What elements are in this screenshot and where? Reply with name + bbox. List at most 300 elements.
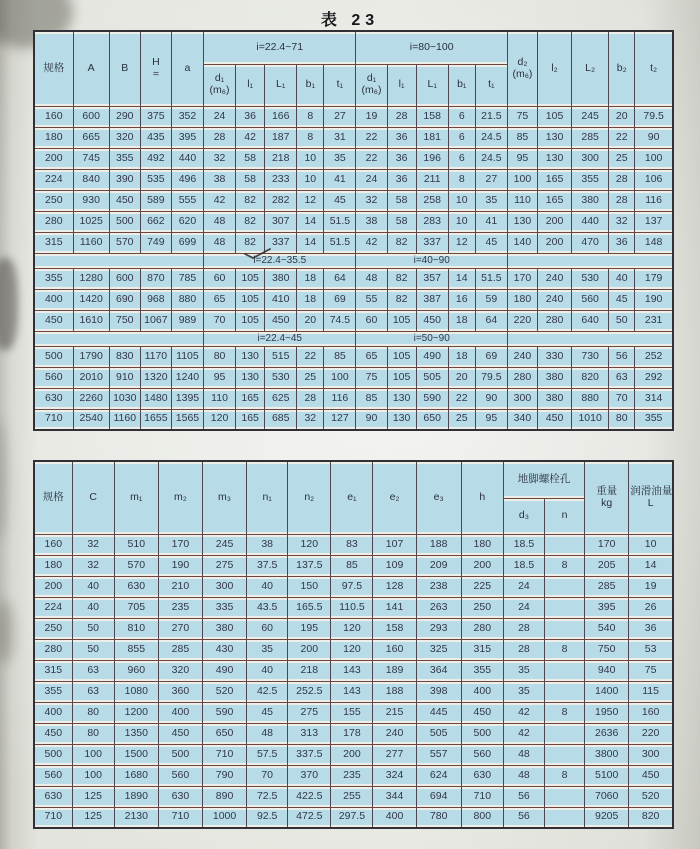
value-cell: 36: [236, 106, 265, 127]
value-cell: 55: [356, 289, 387, 310]
value-cell: 1400: [585, 681, 629, 702]
value-cell: 624: [416, 765, 461, 786]
value-cell: 170: [507, 268, 537, 289]
value-cell: 820: [629, 807, 673, 828]
value-cell: 710: [158, 807, 202, 828]
value-cell: 300: [202, 576, 246, 597]
value-cell: 180: [507, 289, 537, 310]
value-cell: 22: [609, 127, 635, 148]
value-cell: 211: [416, 169, 448, 190]
value-cell: 500: [158, 744, 202, 765]
value-cell: 1160: [73, 232, 109, 253]
table-row: [34, 127, 673, 148]
value-cell: 630: [461, 765, 503, 786]
value-cell: 20: [297, 310, 324, 331]
value-cell: 51.5: [324, 232, 356, 253]
value-cell: 36: [387, 127, 416, 148]
value-cell: 290: [109, 106, 140, 127]
value-cell: 337.5: [288, 744, 331, 765]
value-cell: 330: [537, 346, 571, 367]
value-cell: 6: [448, 106, 475, 127]
table-row: [34, 148, 673, 169]
value-cell: 250: [461, 597, 503, 618]
value-cell: 355: [461, 660, 503, 681]
value-cell: 14: [448, 268, 475, 289]
value-cell: 500: [109, 211, 140, 232]
value-cell: 8: [545, 702, 585, 723]
value-cell: 95: [475, 409, 507, 430]
column-header: B: [109, 31, 140, 106]
value-cell: 910: [109, 367, 140, 388]
value-cell: 1170: [140, 346, 171, 367]
value-cell: 252: [635, 346, 673, 367]
value-cell: 100: [72, 765, 114, 786]
value-cell: 285: [572, 127, 609, 148]
spec-cell: 200: [34, 148, 73, 169]
value-cell: 22: [297, 346, 324, 367]
value-cell: 35: [503, 681, 544, 702]
spec-cell: 560: [34, 765, 72, 786]
value-cell: 195: [288, 618, 331, 639]
value-cell: 7060: [585, 786, 629, 807]
value-cell: 137.5: [288, 555, 331, 576]
value-cell: 400: [158, 702, 202, 723]
value-cell: 24: [503, 576, 544, 597]
value-cell: 280: [537, 310, 571, 331]
table-row: [34, 367, 673, 388]
value-cell: 28: [297, 388, 324, 409]
value-cell: 630: [158, 786, 202, 807]
value-cell: 313: [288, 723, 331, 744]
value-cell: 25: [297, 367, 324, 388]
value-cell: 127: [324, 409, 356, 430]
value-cell: 14: [297, 232, 324, 253]
value-cell: 285: [158, 639, 202, 660]
value-cell: 1420: [73, 289, 109, 310]
value-cell: 215: [373, 702, 416, 723]
value-cell: 785: [171, 268, 203, 289]
value-cell: 24.5: [475, 148, 507, 169]
value-cell: 196: [416, 148, 448, 169]
value-cell: 28: [503, 618, 544, 639]
value-cell: 48: [503, 744, 544, 765]
ratio-band-row: [34, 331, 673, 346]
table-row: [34, 576, 673, 597]
value-cell: 120: [288, 534, 331, 555]
value-cell: 200: [461, 555, 503, 576]
value-cell: 50: [72, 618, 114, 639]
spec-cell: 250: [34, 190, 73, 211]
value-cell: 380: [265, 268, 297, 289]
value-cell: 27: [475, 169, 507, 190]
value-cell: 380: [537, 367, 571, 388]
value-cell: 58: [387, 211, 416, 232]
value-cell: 80: [72, 702, 114, 723]
value-cell: 445: [416, 702, 461, 723]
column-header: 规格: [34, 31, 73, 106]
value-cell: 48: [356, 268, 387, 289]
value-cell: 790: [202, 765, 246, 786]
column-header: t₂: [635, 31, 673, 106]
table-body: [34, 534, 673, 828]
value-cell: 28: [609, 169, 635, 190]
value-cell: 100: [72, 744, 114, 765]
column-header: n₁: [247, 461, 288, 534]
spec-cell: 400: [34, 702, 72, 723]
value-cell: 370: [288, 765, 331, 786]
value-cell: 35: [475, 190, 507, 211]
spec-cell: 180: [34, 555, 72, 576]
value-cell: 337: [265, 232, 297, 253]
value-cell: 40: [609, 268, 635, 289]
table-row: [34, 723, 673, 744]
value-cell: 65: [356, 346, 387, 367]
value-cell: 12: [297, 190, 324, 211]
value-cell: 730: [572, 346, 609, 367]
table-row: [34, 232, 673, 253]
value-cell: 106: [635, 169, 673, 190]
value-cell: 380: [572, 190, 609, 211]
ratio-group-header: i=80~100: [356, 31, 507, 64]
scan-smudge: [0, 258, 18, 350]
value-cell: 70: [204, 310, 236, 331]
value-cell: 69: [324, 289, 356, 310]
column-subheader: d₃: [503, 498, 544, 534]
value-cell: 258: [416, 190, 448, 211]
value-cell: 80: [72, 723, 114, 744]
value-cell: 225: [461, 576, 503, 597]
value-cell: [545, 618, 585, 639]
value-cell: 968: [140, 289, 171, 310]
value-cell: 20: [609, 106, 635, 127]
value-cell: 42.5: [247, 681, 288, 702]
value-cell: 300: [629, 744, 673, 765]
value-cell: 58: [236, 169, 265, 190]
value-cell: 22: [356, 127, 387, 148]
value-cell: 496: [171, 169, 203, 190]
value-cell: 170: [158, 534, 202, 555]
value-cell: 283: [416, 211, 448, 232]
table-row: [34, 106, 673, 127]
value-cell: 130: [236, 346, 265, 367]
value-cell: 665: [73, 127, 109, 148]
value-cell: 200: [288, 639, 331, 660]
table-row: [34, 211, 673, 232]
value-cell: 80: [204, 346, 236, 367]
spec-cell: 160: [34, 534, 72, 555]
value-cell: 555: [171, 190, 203, 211]
value-cell: 2130: [114, 807, 158, 828]
value-cell: 53: [629, 639, 673, 660]
value-cell: 165.5: [288, 597, 331, 618]
value-cell: 155: [331, 702, 373, 723]
value-cell: 160: [373, 639, 416, 660]
value-cell: 82: [387, 268, 416, 289]
value-cell: 240: [537, 289, 571, 310]
value-cell: [545, 576, 585, 597]
value-cell: 210: [158, 576, 202, 597]
value-cell: 18: [297, 289, 324, 310]
value-cell: 190: [158, 555, 202, 576]
value-cell: 235: [331, 765, 373, 786]
value-cell: 3800: [585, 744, 629, 765]
value-cell: 300: [507, 388, 537, 409]
value-cell: 120: [331, 618, 373, 639]
column-header: A: [73, 31, 109, 106]
spec-cell: 200: [34, 576, 72, 597]
value-cell: 490: [202, 660, 246, 681]
column-subheader: t₁: [324, 64, 356, 106]
ratio-band-label: i=40~90: [356, 253, 507, 268]
value-cell: 70: [609, 388, 635, 409]
value-cell: 42: [356, 232, 387, 253]
value-cell: 690: [109, 289, 140, 310]
value-cell: 694: [416, 786, 461, 807]
value-cell: 90: [475, 388, 507, 409]
value-cell: 245: [572, 106, 609, 127]
table-row: [34, 702, 673, 723]
value-cell: 128: [373, 576, 416, 597]
table-row: [34, 388, 673, 409]
ratio-band-row: [34, 253, 673, 268]
value-cell: 263: [416, 597, 461, 618]
value-cell: 450: [416, 310, 448, 331]
table-row: [34, 681, 673, 702]
value-cell: 143: [331, 681, 373, 702]
value-cell: 70: [247, 765, 288, 786]
value-cell: 1565: [171, 409, 203, 430]
value-cell: 80: [609, 409, 635, 430]
value-cell: 1200: [114, 702, 158, 723]
spec-cell: 450: [34, 310, 73, 331]
value-cell: 82: [387, 232, 416, 253]
value-cell: 880: [572, 388, 609, 409]
value-cell: 82: [236, 190, 265, 211]
mounting-table: [33, 460, 674, 829]
column-header: e₂: [373, 461, 416, 534]
value-cell: 130: [387, 388, 416, 409]
column-header: H ≈: [140, 31, 171, 106]
value-cell: 620: [171, 211, 203, 232]
header-row: [34, 461, 673, 498]
value-cell: 35: [247, 639, 288, 660]
value-cell: 335: [202, 597, 246, 618]
value-cell: 85: [324, 346, 356, 367]
spec-cell: 180: [34, 127, 73, 148]
value-cell: 340: [507, 409, 537, 430]
band-spacer: [34, 253, 204, 268]
value-cell: 589: [140, 190, 171, 211]
value-cell: 472.5: [288, 807, 331, 828]
value-cell: 41: [324, 169, 356, 190]
value-cell: 56: [503, 807, 544, 828]
spec-cell: 355: [34, 681, 72, 702]
value-cell: 780: [416, 807, 461, 828]
value-cell: 1240: [171, 367, 203, 388]
value-cell: 430: [202, 639, 246, 660]
value-cell: 505: [416, 367, 448, 388]
value-cell: 28: [387, 106, 416, 127]
value-cell: 1320: [140, 367, 171, 388]
value-cell: 220: [507, 310, 537, 331]
value-cell: 8: [545, 555, 585, 576]
value-cell: 245: [202, 534, 246, 555]
value-cell: 75: [356, 367, 387, 388]
value-cell: 1500: [114, 744, 158, 765]
value-cell: 74.5: [324, 310, 356, 331]
value-cell: 705: [114, 597, 158, 618]
value-cell: 375: [140, 106, 171, 127]
value-cell: 27: [324, 106, 356, 127]
value-cell: 187: [265, 127, 297, 148]
value-cell: 37.5: [247, 555, 288, 576]
value-cell: 63: [72, 681, 114, 702]
column-subheader: l₁: [236, 64, 265, 106]
value-cell: 307: [265, 211, 297, 232]
band-spacer: [34, 331, 204, 346]
value-cell: 130: [387, 409, 416, 430]
value-cell: 22: [448, 388, 475, 409]
table-row: [34, 786, 673, 807]
value-cell: 181: [416, 127, 448, 148]
value-cell: 625: [265, 388, 297, 409]
value-cell: 1000: [202, 807, 246, 828]
value-cell: 355: [109, 148, 140, 169]
value-cell: 450: [158, 723, 202, 744]
value-cell: 940: [585, 660, 629, 681]
value-cell: 24: [356, 169, 387, 190]
value-cell: 64: [475, 310, 507, 331]
table-row: [34, 618, 673, 639]
ratio-group-header: i=22.4~71: [204, 31, 356, 64]
value-cell: 840: [73, 169, 109, 190]
column-header: e₁: [331, 461, 373, 534]
value-cell: 82: [236, 232, 265, 253]
value-cell: 50: [609, 310, 635, 331]
table-row: [34, 310, 673, 331]
value-cell: 50: [72, 639, 114, 660]
value-cell: 82: [387, 289, 416, 310]
column-subheader: t₁: [475, 64, 507, 106]
value-cell: 35: [503, 660, 544, 681]
value-cell: 960: [114, 660, 158, 681]
value-cell: 65: [204, 289, 236, 310]
value-cell: 130: [507, 211, 537, 232]
value-cell: 58: [387, 190, 416, 211]
value-cell: 48: [503, 765, 544, 786]
value-cell: 6: [448, 127, 475, 148]
column-subheader: l₁: [387, 64, 416, 106]
value-cell: 105: [537, 106, 571, 127]
value-cell: 82: [236, 211, 265, 232]
value-cell: 8: [545, 639, 585, 660]
value-cell: 297.5: [331, 807, 373, 828]
value-cell: 231: [635, 310, 673, 331]
value-cell: 100: [507, 169, 537, 190]
value-cell: 450: [629, 765, 673, 786]
value-cell: 492: [140, 148, 171, 169]
value-cell: 320: [109, 127, 140, 148]
value-cell: 2260: [73, 388, 109, 409]
spec-cell: 280: [34, 639, 72, 660]
value-cell: 58: [236, 148, 265, 169]
column-subheader: b₁: [297, 64, 324, 106]
column-header: m₁: [114, 461, 158, 534]
value-cell: 364: [416, 660, 461, 681]
value-cell: 398: [416, 681, 461, 702]
value-cell: 8: [297, 106, 324, 127]
column-header: L₂: [572, 31, 609, 106]
value-cell: 95: [204, 367, 236, 388]
value-cell: 24: [503, 597, 544, 618]
value-cell: 116: [324, 388, 356, 409]
value-cell: 85: [507, 127, 537, 148]
value-cell: 352: [171, 106, 203, 127]
value-cell: 450: [109, 190, 140, 211]
value-cell: 440: [572, 211, 609, 232]
column-header: e₃: [416, 461, 461, 534]
value-cell: 440: [171, 148, 203, 169]
table-row: [34, 289, 673, 310]
value-cell: 630: [114, 576, 158, 597]
value-cell: 357: [416, 268, 448, 289]
value-cell: 255: [331, 786, 373, 807]
value-cell: 59: [475, 289, 507, 310]
value-cell: 10: [448, 211, 475, 232]
value-cell: 130: [537, 148, 571, 169]
value-cell: 45: [609, 289, 635, 310]
value-cell: 21.5: [475, 106, 507, 127]
value-cell: 314: [635, 388, 673, 409]
spec-cell: 630: [34, 786, 72, 807]
value-cell: 42: [503, 702, 544, 723]
value-cell: 320: [158, 660, 202, 681]
column-subheader: d₁ (m₆): [204, 64, 236, 106]
value-cell: 18: [448, 310, 475, 331]
value-cell: 6: [448, 148, 475, 169]
value-cell: 19: [629, 576, 673, 597]
value-cell: 395: [171, 127, 203, 148]
value-cell: 165: [537, 190, 571, 211]
column-header: a: [171, 31, 203, 106]
value-cell: 1655: [140, 409, 171, 430]
column-header: d₂ (m₆): [507, 31, 537, 106]
value-cell: 83: [331, 534, 373, 555]
value-cell: 590: [202, 702, 246, 723]
value-cell: 1480: [140, 388, 171, 409]
oil-column-header: 润滑油量 L: [629, 461, 673, 534]
value-cell: 422.5: [288, 786, 331, 807]
value-cell: 10: [629, 534, 673, 555]
value-cell: 400: [373, 807, 416, 828]
value-cell: 8: [545, 765, 585, 786]
value-cell: [545, 681, 585, 702]
spec-cell: 710: [34, 409, 73, 430]
value-cell: 275: [202, 555, 246, 576]
value-cell: 42: [503, 723, 544, 744]
value-cell: 188: [373, 681, 416, 702]
value-cell: 450: [461, 702, 503, 723]
value-cell: 165: [236, 409, 265, 430]
scan-smudge: [0, 600, 14, 664]
value-cell: 31: [324, 127, 356, 148]
value-cell: 205: [585, 555, 629, 576]
value-cell: 810: [114, 618, 158, 639]
value-cell: 35: [324, 148, 356, 169]
value-cell: 18: [448, 346, 475, 367]
value-cell: 360: [158, 681, 202, 702]
value-cell: 315: [461, 639, 503, 660]
